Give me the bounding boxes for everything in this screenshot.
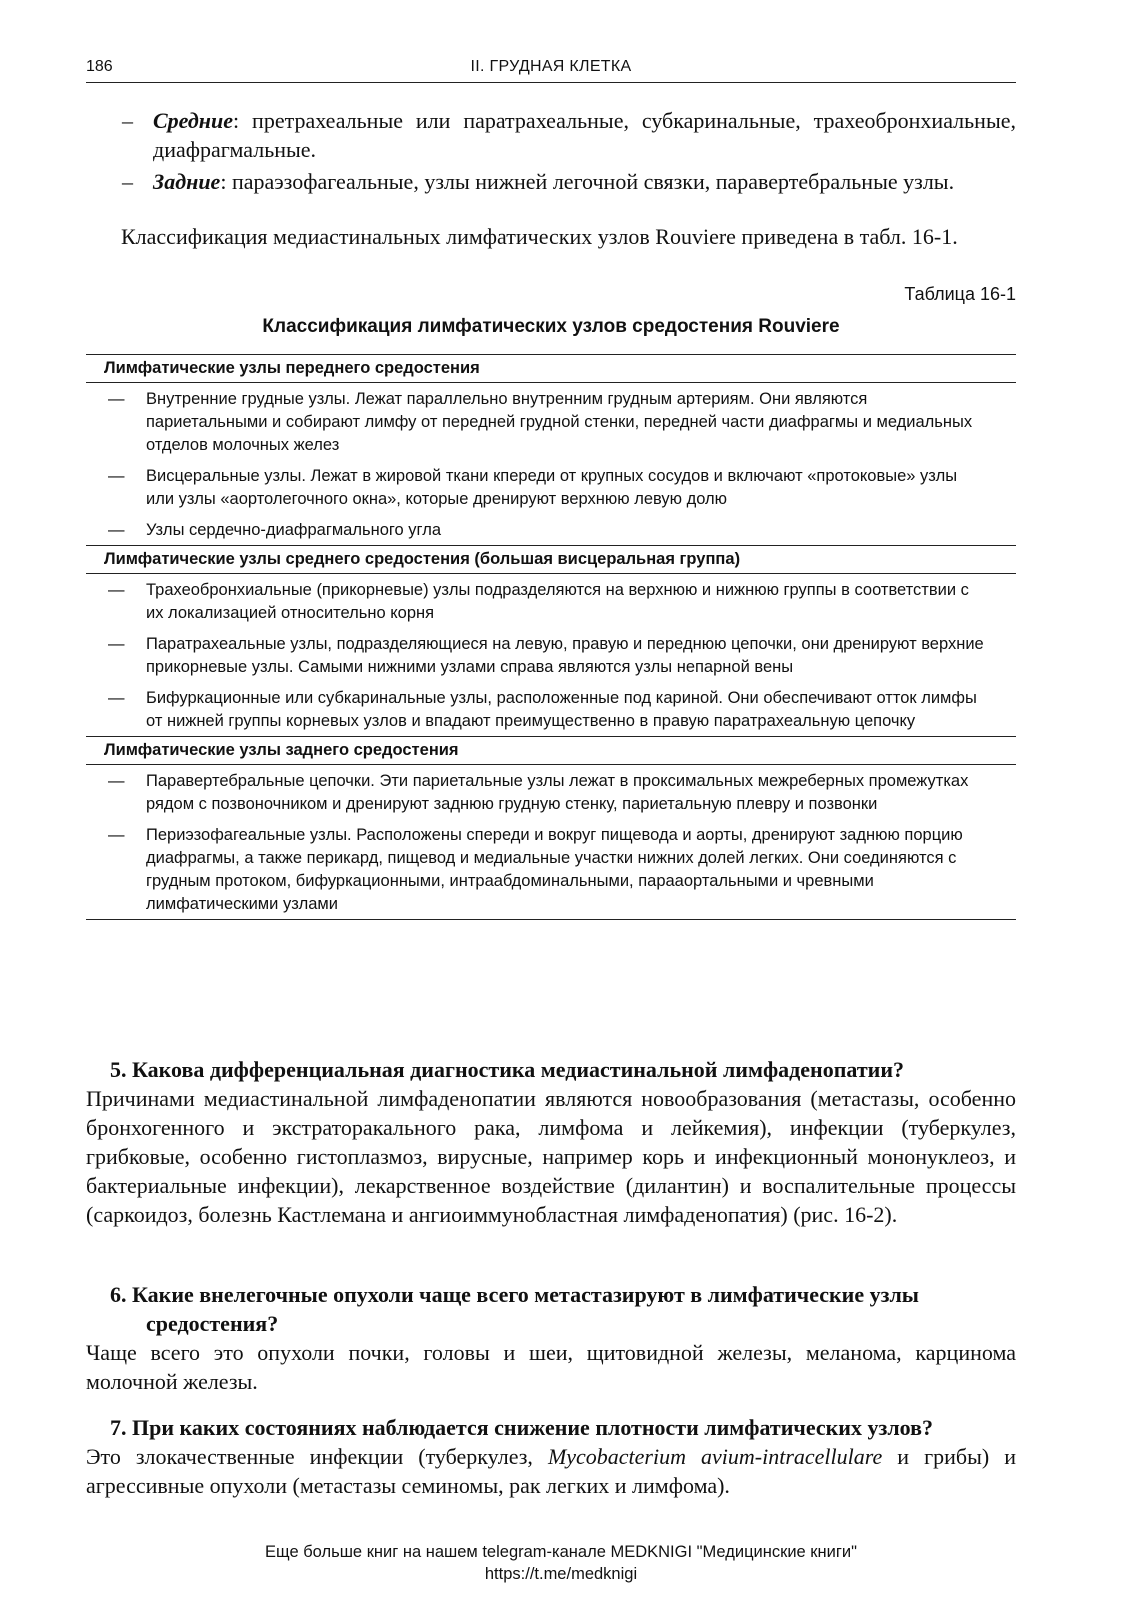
question-heading: 7. При каких состояниях наблюдается снижение плотности лимфатических узлов? — [110, 1415, 933, 1440]
organism-name: Mycobacterium avium-intracellulare — [547, 1444, 883, 1469]
list-item: – Задние: параэзофагеальные, узлы нижней легочной связки, паравертебральные узлы. — [122, 169, 955, 194]
list-item-term: Задние — [153, 169, 221, 194]
question-7 — [86, 1413, 1016, 1500]
table-title: Классификация лимфатических узлов средостения Rouviere — [262, 316, 840, 337]
list-item-text: : претрахеальные или паратрахеальные, субкаринальные, трахеобронхиальные, диафрагмальные. — [153, 108, 1016, 162]
answer-text: Причинами медиастинальной лимфаденопатии являются новообразования (метастазы, особенно бронхогенного и экстраторакального рака, лимфома и лейкемия), инфекции (туберкулез, грибковые, особенно гистоплазмоз, вирусные, например корь и инфекционный мононуклеоз, и бактериальные инфекции), лекарственное воздействие (дилантин) и воспалительные процессы (саркоидоз, болезнь Кастлемана и ангиоиммунобластная лимфаденопатия) (рис. 16-2). — [86, 1086, 1016, 1227]
footer-promo-text: Еще больше книг на нашем telegram-канале MEDKNIGI "Медицинские книги" — [265, 1543, 857, 1561]
answer-text: Чаще всего это опухоли почки, головы и шеи, щитовидной железы, меланома, карцинома молочной железы. — [86, 1340, 1016, 1394]
question-heading: 5. Какова дифференциальная диагностика медиастинальной лимфаденопатии? — [110, 1057, 904, 1082]
telegram-footer — [0, 1541, 1122, 1585]
footer-link[interactable]: https://t.me/medknigi — [484, 1565, 638, 1583]
question-6 — [86, 1280, 1016, 1396]
table-row: — Периэзофагеальные узлы. Расположены спереди и вокруг пищевода и аорты, дренируют заднюю порцию диафрагмы, а также перикард, пищевод и медиальные участки нижних долей легких. Они соединяются с грудным протоком, бифуркационными, интраабдоминальными, парааортальными и чревными лимфатическими узлами — [108, 826, 963, 913]
classification-table — [86, 354, 1016, 920]
table-row: — Трахеобронхиальные (прикорневые) узлы подразделяются на верхнюю и нижнюю группы в соответствии с их локализацией относительно корня — [108, 581, 969, 622]
question-5 — [86, 1055, 1016, 1229]
list-item-text: : параэзофагеальные, узлы нижней легочной связки, паравертебральные узлы. — [220, 169, 955, 194]
running-header — [86, 56, 1016, 83]
chapter-title: II. ГРУДНАЯ КЛЕТКА — [470, 58, 632, 75]
table-row: — Паратрахеальные узлы, подразделяющиеся на левую, правую и переднюю цепочки, они дренируют верхние прикорневые узлы. Самыми нижними узлами справа являются узлы непарной вены — [108, 635, 984, 676]
table-section-heading: Лимфатические узлы переднего средостения — [86, 354, 1016, 383]
page-number: 186 — [86, 58, 113, 75]
table-row: — Узлы сердечно-диафрагмального угла — [108, 521, 441, 539]
intro-paragraph: Классификация медиастинальных лимфатических узлов Rouviere приведена в табл. 16-1. — [121, 224, 958, 249]
table-row: — Внутренние грудные узлы. Лежат параллельно внутренним грудным артериям. Они являются париетальными и собирают лимфу от передней грудной стенки, передней части диафрагмы и медиальных отделов молочных желез — [108, 390, 973, 454]
question-heading: 6. Какие внелегочные опухоли чаще всего метастазируют в лимфатические узлы средостения? — [110, 1282, 919, 1336]
intro-list — [86, 106, 1016, 199]
answer-text: Это злокачественные инфекции (туберкулез, Mycobacterium avium-intracellulare и грибы) и агрессивные опухоли (метастазы семиномы, рак легких и лимфома). — [86, 1444, 1016, 1498]
table-section-heading: Лимфатические узлы заднего средостения — [86, 736, 1016, 765]
list-item: – Средние: претрахеальные или паратрахеальные, субкаринальные, трахеобронхиальные, диафрагмальные. — [122, 108, 1016, 162]
table-row: — Висцеральные узлы. Лежат в жировой ткани кпереди от крупных сосудов и включают «протоковые» узлы или узлы «аортолегочного окна», которые дренируют верхнюю левую долю — [108, 467, 958, 508]
list-item-term: Средние — [153, 108, 234, 133]
table-number: Таблица 16-1 — [904, 284, 1016, 304]
table-row: — Паравертебральные цепочки. Эти париетальные узлы лежат в проксимальных межреберных промежутках рядом с позвоночником и дренируют заднюю грудную стенку, париетальную плевру и позвонки — [108, 772, 969, 813]
table-section-heading: Лимфатические узлы среднего средостения (большая висцеральная группа) — [86, 545, 1016, 574]
table-row: — Бифуркационные или субкаринальные узлы, расположенные под кариной. Они обеспечивают отток лимфы от нижней группы корневых узлов и впадают преимущественно в правую паратрахеальную цепочку — [108, 689, 977, 730]
table-bottom-rule — [86, 919, 1016, 920]
